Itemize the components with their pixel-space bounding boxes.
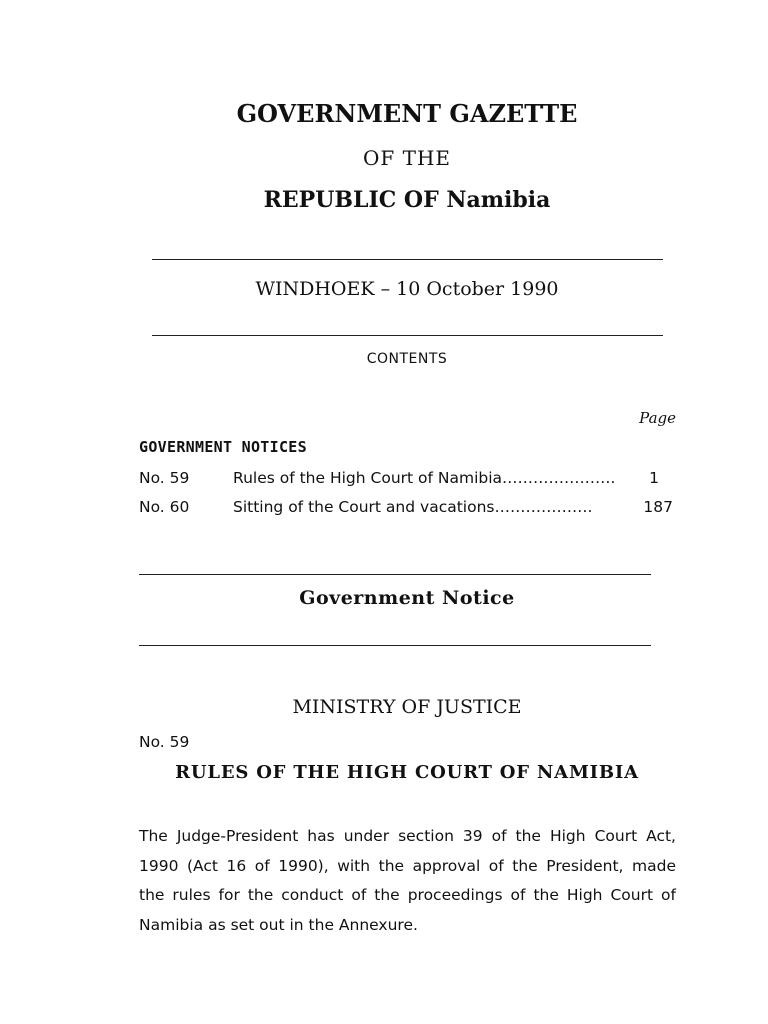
contents-heading: CONTENTS <box>366 351 448 367</box>
notice-body-paragraph <box>139 822 676 940</box>
contents-row <box>139 467 675 489</box>
paragraph-line: the rules for the conduct of the proceedings of the High Court of <box>139 886 676 904</box>
gazette-title: GOVERNMENT GAZETTE <box>236 99 578 128</box>
ministry-heading: MINISTRY OF JUSTICE <box>292 696 522 718</box>
top-divider <box>152 259 663 260</box>
notice-number: No. 59 <box>139 733 190 751</box>
notice-bottom-divider <box>139 645 651 646</box>
paragraph-line: 1990 (Act 16 of 1990), with the approval of the President, made <box>139 856 676 875</box>
government-notices-heading: GOVERNMENT NOTICES <box>139 438 307 456</box>
contents-row <box>139 496 675 518</box>
paragraph-line: The Judge-President has under section 39 of the High Court Act, <box>139 827 676 845</box>
notice-title: RULES OF THE HIGH COURT OF NAMIBIA <box>175 762 639 783</box>
contents-row-page: 187 <box>643 498 673 516</box>
date-divider <box>152 335 663 336</box>
contents-row-page: 1 <box>649 469 659 487</box>
date-line: WINDHOEK – 10 October 1990 <box>255 278 559 300</box>
contents-row-title: Sitting of the Court and vacations………………. <box>233 498 593 516</box>
contents-row-number: No. 60 <box>139 498 190 516</box>
page-column-label: Page <box>639 409 676 427</box>
contents-row-title: Rules of the High Court of Namibia…………………. <box>233 469 616 487</box>
contents-row-number: No. 59 <box>139 469 190 487</box>
of-the-line: OF THE <box>362 146 451 170</box>
government-notice-heading: Government Notice <box>299 587 515 609</box>
republic-title: REPUBLIC OF Namibia <box>263 187 551 213</box>
paragraph-line: Namibia as set out in the Annexure. <box>139 915 418 934</box>
notice-top-divider <box>139 574 651 575</box>
